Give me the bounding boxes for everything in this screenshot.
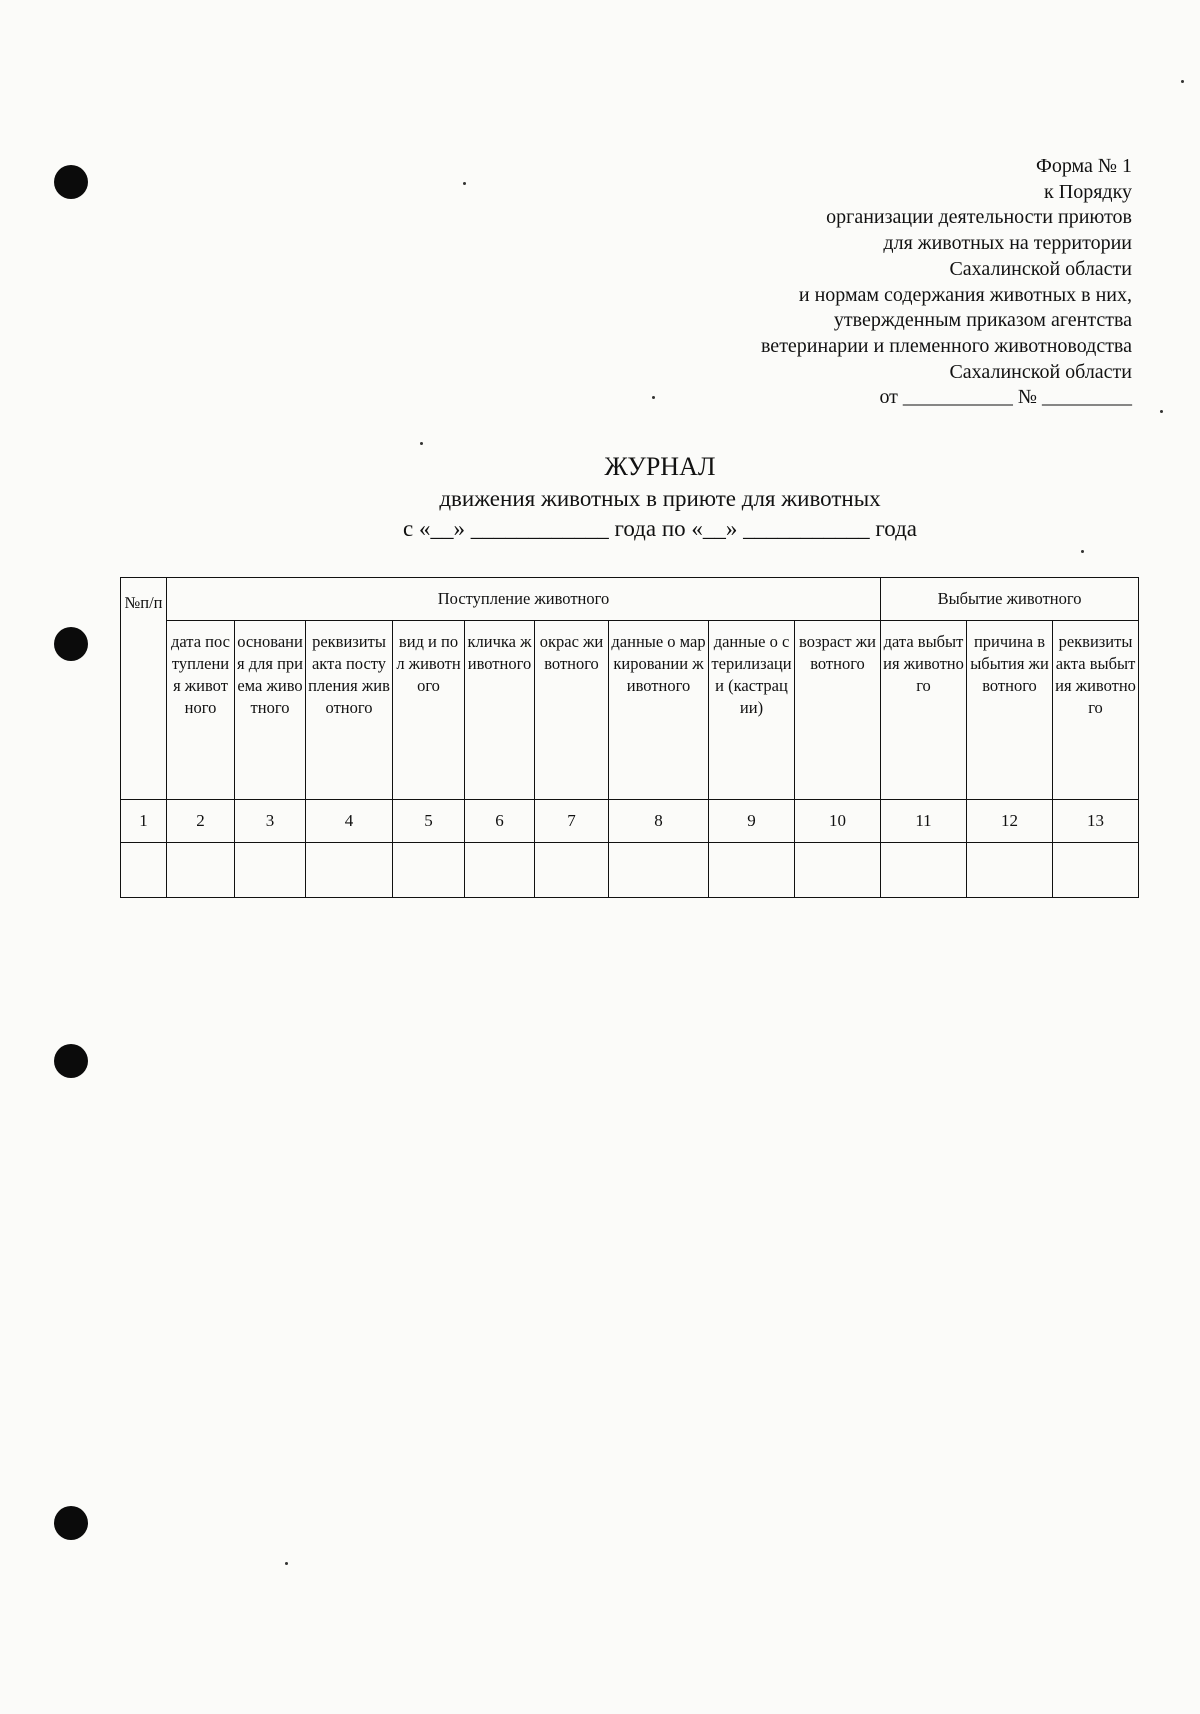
table-column-header-row: [121, 621, 1139, 800]
column-header: [881, 621, 967, 800]
journal-title: ЖУРНАЛ: [604, 452, 716, 481]
column-header: [535, 621, 609, 800]
table-cell[interactable]: [795, 843, 881, 898]
table-cell[interactable]: [535, 843, 609, 898]
form-header-line: ветеринарии и племенного животноводства: [760, 334, 1132, 357]
column-number: 6: [465, 800, 535, 843]
column-header: [167, 621, 235, 800]
form-header-line: Сахалинской области: [949, 360, 1132, 383]
form-header-line: Сахалинской области: [949, 257, 1132, 280]
number-column-header-label: №п/п: [124, 593, 163, 612]
column-header-label: возраст животного: [799, 632, 876, 673]
table-cell[interactable]: [306, 843, 393, 898]
column-number: 2: [167, 800, 235, 843]
journal-table: [120, 577, 1139, 898]
column-header-label: реквизиты акта выбытия животного: [1055, 632, 1136, 717]
table-cell[interactable]: [235, 843, 306, 898]
column-number: 5: [393, 800, 465, 843]
punch-hole: [54, 627, 88, 661]
table-cell[interactable]: [465, 843, 535, 898]
table-cell[interactable]: [967, 843, 1053, 898]
column-header-label: причина выбытия животного: [970, 632, 1049, 695]
form-number: Форма № 1: [1036, 155, 1132, 177]
form-header: [761, 154, 1132, 411]
column-number: 9: [709, 800, 795, 843]
column-header: [709, 621, 795, 800]
column-header-label: данные о стерилизации (кастрации): [711, 632, 792, 717]
column-header-label: дата поступления животного: [171, 632, 230, 717]
column-number: 1: [121, 800, 167, 843]
table-cell[interactable]: [609, 843, 709, 898]
column-number: 11: [881, 800, 967, 843]
punch-hole: [54, 1044, 88, 1078]
arrival-group-header: [167, 578, 881, 621]
form-header-line: и нормам содержания животных в них,: [798, 283, 1132, 306]
table-cell[interactable]: [167, 843, 235, 898]
column-header: [609, 621, 709, 800]
journal-subtitle: движения животных в приюте для животных: [439, 486, 881, 511]
column-header: [235, 621, 306, 800]
column-header-label: вид и пол животного: [396, 632, 461, 695]
number-column-header: [121, 578, 167, 800]
punch-hole: [54, 1506, 88, 1540]
table-cell[interactable]: [393, 843, 465, 898]
journal-period: с «__» ____________ года по «__» ___________ года: [403, 516, 917, 541]
column-header: [1053, 621, 1139, 800]
form-header-line: к Порядку: [1044, 180, 1132, 203]
column-number: 8: [609, 800, 709, 843]
form-header-line: организации деятельности приютов: [826, 206, 1132, 229]
column-number-row: [121, 800, 1139, 843]
column-header-label: реквизиты акта поступления животного: [308, 632, 390, 717]
column-number: 12: [967, 800, 1053, 843]
scan-speck: [652, 396, 655, 399]
scan-speck: [463, 182, 466, 185]
column-header-label: кличка животного: [467, 632, 532, 673]
column-header: [306, 621, 393, 800]
column-number: 10: [795, 800, 881, 843]
table-row: [121, 843, 1139, 898]
journal-title-block: [300, 450, 1020, 544]
table-cell[interactable]: [121, 843, 167, 898]
column-number: 3: [235, 800, 306, 843]
column-header-label: основания для приема животного: [237, 632, 303, 717]
form-header-line: утвержденным приказом агентства: [833, 309, 1132, 332]
column-number: 7: [535, 800, 609, 843]
table-cell[interactable]: [709, 843, 795, 898]
scan-speck: [285, 1562, 288, 1565]
departure-group-label: Выбытие животного: [937, 589, 1082, 608]
scan-speck: [420, 442, 423, 445]
column-header-label: данные о маркировании животного: [611, 632, 706, 695]
table-cell[interactable]: [881, 843, 967, 898]
arrival-group-label: Поступление животного: [437, 589, 610, 608]
scan-speck: [1081, 550, 1084, 553]
punch-hole: [54, 165, 88, 199]
departure-group-header: [881, 578, 1139, 621]
column-header: [465, 621, 535, 800]
column-number: 13: [1053, 800, 1139, 843]
scan-speck: [1181, 80, 1184, 83]
column-header-label: окрас животного: [539, 632, 604, 673]
column-header-label: дата выбытия животного: [883, 632, 964, 695]
column-number: 4: [306, 800, 393, 843]
column-header: [393, 621, 465, 800]
table-group-header-row: [121, 578, 1139, 621]
order-date-number-line: от ___________ № _________: [879, 386, 1132, 409]
form-header-line: для животных на территории: [883, 232, 1132, 255]
column-header: [967, 621, 1053, 800]
scan-speck: [1160, 410, 1163, 413]
table-cell[interactable]: [1053, 843, 1139, 898]
column-header: [795, 621, 881, 800]
